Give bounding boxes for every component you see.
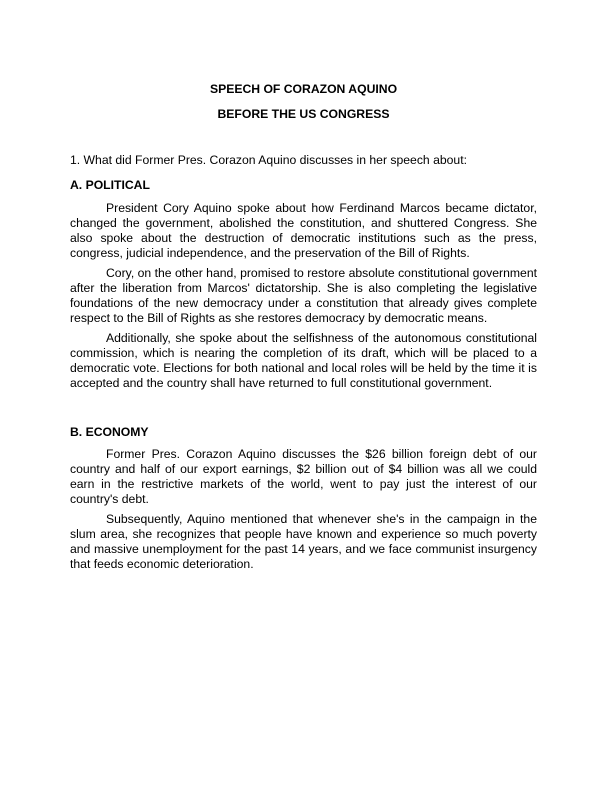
question-text: 1. What did Former Pres. Corazon Aquino discusses in her speech about: [70,153,467,167]
document-title: SPEECH OF CORAZON AQUINO [209,82,398,96]
economy-paragraph-2: Subsequently, Aquino mentioned that whenever she's in the campaign in the slum area, she recognizes that people have known and experience so much poverty and massive unemployment for the past 14 years, and we face communist insurgency that feeds economic deterioration. [70,512,537,571]
political-paragraph-2: Cory, on the other hand, promised to restore absolute constitutional government after the liberation from Marcos' dictatorship. She is also completing the legislative foundations of the new democracy under a constitution that already gives complete respect to the Bill of Rights as she restores democracy by democratic means. [70,266,537,325]
economy-paragraph-1: Former Pres. Corazon Aquino discusses the $26 billion foreign debt of our country and half of our export earnings, $2 billion out of $4 billion was all we could earn in the restrictive markets of the world, went to pay just the interest of our country's debt. [70,447,537,506]
political-paragraph-3: Additionally, she spoke about the selfishness of the autonomous constitutional commission, which is nearing the completion of its draft, which will be placed to a democratic vote. Elections for both national and local roles will be held by the time it is accepted and the country shall have returned to full constitutional government. [70,331,537,390]
section-heading-political: A. POLITICAL [70,178,150,192]
political-paragraph-1: President Cory Aquino spoke about how Ferdinand Marcos became dictator, changed the government, abolished the constitution, and shuttered Congress. She also spoke about the destruction of democratic institutions such as the press, congress, judicial independence, and the preservation of the Bill of Rights. [70,201,537,260]
document-subtitle: BEFORE THE US CONGRESS [217,107,390,121]
section-heading-economy: B. ECONOMY [70,425,149,439]
